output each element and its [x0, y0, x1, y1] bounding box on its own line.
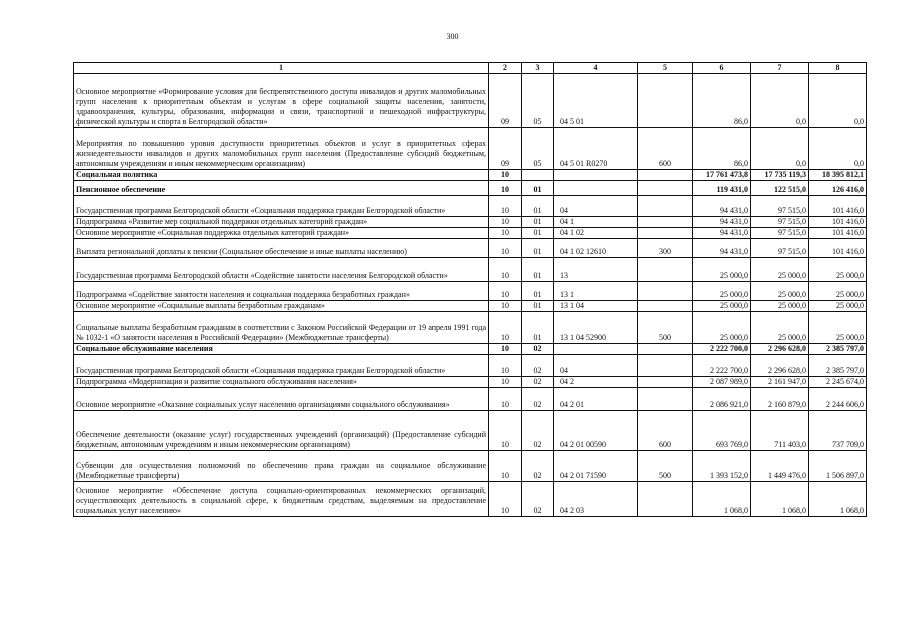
row-name: Подпрограмма «Модернизация и развитие социального обслуживания населения» — [74, 377, 489, 388]
amount-year-2: 97 515,0 — [751, 196, 809, 217]
amount-year-3: 126 416,0 — [809, 181, 867, 196]
amount-year-3: 25 000,0 — [809, 282, 867, 301]
table-row — [74, 282, 867, 301]
amount-year-1: 94 431,0 — [693, 217, 751, 228]
amount-year-1: 86,0 — [693, 128, 751, 170]
subsection-code: 02 — [522, 482, 554, 517]
expense-type-code — [638, 344, 693, 355]
amount-year-3: 0,0 — [809, 74, 867, 128]
row-name: Государственная программа Белгородской области «Социальная поддержка граждан Белгородской области» — [74, 196, 489, 217]
expense-type-code — [638, 196, 693, 217]
target-article-code: 04 2 — [554, 377, 638, 388]
amount-year-2: 0,0 — [751, 74, 809, 128]
subsection-code: 01 — [522, 217, 554, 228]
expense-type-code — [638, 377, 693, 388]
column-header: 4 — [554, 63, 638, 74]
target-article-code: 04 2 01 — [554, 388, 638, 411]
amount-year-1: 25 000,0 — [693, 282, 751, 301]
amount-year-2: 97 515,0 — [751, 239, 809, 258]
amount-year-2: 711 403,0 — [751, 411, 809, 451]
row-name: Основное мероприятие «Обеспечение доступа социально-ориентированных некоммерческих организаций, осуществляющих деятельность в социальной сфере, к бюджетным средствам, выделяемым на предоставление социальных услуг населению» — [74, 482, 489, 517]
table-row — [74, 170, 867, 181]
table-row — [74, 181, 867, 196]
target-article-code: 04 5 01 — [554, 74, 638, 128]
column-header: 5 — [638, 63, 693, 74]
table-header-row — [74, 63, 867, 74]
amount-year-2: 1 068,0 — [751, 482, 809, 517]
section-code: 10 — [489, 239, 522, 258]
amount-year-1: 25 000,0 — [693, 312, 751, 344]
column-header: 6 — [693, 63, 751, 74]
amount-year-3: 25 000,0 — [809, 301, 867, 312]
section-code: 10 — [489, 344, 522, 355]
section-code: 10 — [489, 228, 522, 239]
amount-year-3: 101 416,0 — [809, 239, 867, 258]
amount-year-2: 1 449 476,0 — [751, 451, 809, 482]
section-code: 10 — [489, 312, 522, 344]
row-name: Основное мероприятие «Формирование условия для беспрепятственного доступа инвалидов и других маломобильных групп населения к приоритетным объектам и услугам в сфере социальной защиты населения, занятости, здравоохранения, культуры, образования, информации и связи, транспортной и пешеходной инфраструктуры, физической культуры и спорта в Белгородской области» — [74, 74, 489, 128]
table-row — [74, 217, 867, 228]
amount-year-1: 25 000,0 — [693, 258, 751, 282]
table-row — [74, 355, 867, 377]
table-row — [74, 239, 867, 258]
subsection-code: 05 — [522, 128, 554, 170]
table-row — [74, 411, 867, 451]
amount-year-3: 18 395 812,1 — [809, 170, 867, 181]
amount-year-2: 97 515,0 — [751, 217, 809, 228]
row-name: Социальное обслуживание населения — [74, 344, 489, 355]
target-article-code: 04 2 01 71590 — [554, 451, 638, 482]
column-header: 1 — [74, 63, 489, 74]
expense-type-code — [638, 217, 693, 228]
amount-year-3: 25 000,0 — [809, 312, 867, 344]
section-code: 10 — [489, 388, 522, 411]
amount-year-3: 737 709,0 — [809, 411, 867, 451]
amount-year-2: 17 735 119,3 — [751, 170, 809, 181]
section-code: 10 — [489, 482, 522, 517]
table-row — [74, 388, 867, 411]
amount-year-1: 94 431,0 — [693, 196, 751, 217]
amount-year-1: 25 000,0 — [693, 301, 751, 312]
expense-type-code — [638, 301, 693, 312]
row-name: Социальная политика — [74, 170, 489, 181]
amount-year-2: 25 000,0 — [751, 282, 809, 301]
row-name: Государственная программа Белгородской области «Социальная поддержка граждан Белгородской области» — [74, 355, 489, 377]
subsection-code: 01 — [522, 228, 554, 239]
subsection-code: 02 — [522, 344, 554, 355]
expense-type-code — [638, 74, 693, 128]
section-code: 10 — [489, 282, 522, 301]
row-name: Основное мероприятие «Оказание социальных услуг населению организациями социального обслуживания» — [74, 388, 489, 411]
amount-year-1: 2 222 700,0 — [693, 355, 751, 377]
amount-year-3: 2 385 797,0 — [809, 344, 867, 355]
amount-year-3: 101 416,0 — [809, 217, 867, 228]
target-article-code — [554, 344, 638, 355]
column-header: 8 — [809, 63, 867, 74]
row-name: Подпрограмма «Содействие занятости населения и социальная поддержка безработных граждан» — [74, 282, 489, 301]
expense-type-code: 600 — [638, 128, 693, 170]
table-row — [74, 74, 867, 128]
section-code: 10 — [489, 451, 522, 482]
amount-year-3: 0,0 — [809, 128, 867, 170]
target-article-code — [554, 181, 638, 196]
subsection-code — [522, 170, 554, 181]
target-article-code: 04 5 01 R0270 — [554, 128, 638, 170]
amount-year-2: 2 160 879,0 — [751, 388, 809, 411]
amount-year-2: 2 296 628,0 — [751, 355, 809, 377]
amount-year-2: 25 000,0 — [751, 258, 809, 282]
amount-year-2: 2 296 628,0 — [751, 344, 809, 355]
expense-type-code — [638, 282, 693, 301]
table-row — [74, 128, 867, 170]
subsection-code: 01 — [522, 312, 554, 344]
section-code: 10 — [489, 196, 522, 217]
section-code: 09 — [489, 74, 522, 128]
target-article-code: 13 1 04 52900 — [554, 312, 638, 344]
subsection-code: 02 — [522, 411, 554, 451]
amount-year-1: 1 393 152,0 — [693, 451, 751, 482]
amount-year-2: 0,0 — [751, 128, 809, 170]
expense-type-code — [638, 170, 693, 181]
section-code: 10 — [489, 258, 522, 282]
expense-type-code — [638, 355, 693, 377]
expense-type-code — [638, 228, 693, 239]
expense-type-code: 300 — [638, 239, 693, 258]
subsection-code: 01 — [522, 301, 554, 312]
expense-type-code — [638, 181, 693, 196]
target-article-code: 13 1 — [554, 282, 638, 301]
target-article-code: 04 2 03 — [554, 482, 638, 517]
amount-year-3: 2 245 674,0 — [809, 377, 867, 388]
section-code: 10 — [489, 411, 522, 451]
table-row — [74, 301, 867, 312]
target-article-code: 04 1 02 — [554, 228, 638, 239]
table-row — [74, 258, 867, 282]
table-row — [74, 377, 867, 388]
column-header: 3 — [522, 63, 554, 74]
page-number: 300 — [446, 32, 459, 41]
section-code: 10 — [489, 301, 522, 312]
subsection-code: 01 — [522, 196, 554, 217]
column-header: 2 — [489, 63, 522, 74]
target-article-code: 04 1 — [554, 217, 638, 228]
amount-year-2: 25 000,0 — [751, 312, 809, 344]
budget-table — [73, 62, 867, 517]
expense-type-code: 600 — [638, 411, 693, 451]
column-header: 7 — [751, 63, 809, 74]
section-code: 09 — [489, 128, 522, 170]
subsection-code: 01 — [522, 258, 554, 282]
section-code: 10 — [489, 217, 522, 228]
subsection-code: 01 — [522, 181, 554, 196]
amount-year-3: 2 385 797,0 — [809, 355, 867, 377]
subsection-code: 02 — [522, 355, 554, 377]
amount-year-3: 1 506 897,0 — [809, 451, 867, 482]
amount-year-1: 94 431,0 — [693, 239, 751, 258]
expense-type-code — [638, 258, 693, 282]
amount-year-1: 86,0 — [693, 74, 751, 128]
row-name: Мероприятия по повышению уровня доступности приоритетных объектов и услуг в приоритетных сферах жизнедеятельности инвалидов и других маломобильных групп населения (Предоставление субсидий бюджетным, автономным учреждениям и иным некоммерческим организациям) — [74, 128, 489, 170]
row-name: Социальные выплаты безработным гражданам в соответствии с Законом Российской Федерации от 19 апреля 1991 года № 1032-1 «О занятости населения в Российской Федерации» (Межбюджетные трансферты) — [74, 312, 489, 344]
amount-year-1: 2 222 700,0 — [693, 344, 751, 355]
row-name: Государственная программа Белгородской области «Содействие занятости населения Белгородской области» — [74, 258, 489, 282]
amount-year-3: 2 244 606,0 — [809, 388, 867, 411]
target-article-code: 04 — [554, 355, 638, 377]
amount-year-3: 25 000,0 — [809, 258, 867, 282]
target-article-code: 13 — [554, 258, 638, 282]
row-name: Основное мероприятие «Социальные выплаты безработным гражданам» — [74, 301, 489, 312]
amount-year-3: 1 068,0 — [809, 482, 867, 517]
amount-year-3: 101 416,0 — [809, 196, 867, 217]
row-name: Обеспечение деятельности (оказание услуг) государственных учреждений (организаций) (Предоставление субсидий бюджетным, автономным учреждениям и иным некоммерческим организациям) — [74, 411, 489, 451]
table-row — [74, 451, 867, 482]
target-article-code: 04 — [554, 196, 638, 217]
amount-year-1: 1 068,0 — [693, 482, 751, 517]
subsection-code: 02 — [522, 388, 554, 411]
section-code: 10 — [489, 181, 522, 196]
section-code: 10 — [489, 355, 522, 377]
amount-year-1: 119 431,0 — [693, 181, 751, 196]
section-code: 10 — [489, 377, 522, 388]
expense-type-code — [638, 388, 693, 411]
subsection-code: 01 — [522, 239, 554, 258]
target-article-code: 13 1 04 — [554, 301, 638, 312]
target-article-code — [554, 170, 638, 181]
subsection-code: 02 — [522, 451, 554, 482]
expense-type-code: 500 — [638, 312, 693, 344]
section-code: 10 — [489, 170, 522, 181]
row-name: Основное мероприятие «Социальная поддержка отдельных категорий граждан» — [74, 228, 489, 239]
expense-type-code — [638, 482, 693, 517]
amount-year-1: 17 761 473,8 — [693, 170, 751, 181]
subsection-code: 02 — [522, 377, 554, 388]
amount-year-3: 101 416,0 — [809, 228, 867, 239]
table-row — [74, 482, 867, 517]
row-name: Пенсионное обеспечение — [74, 181, 489, 196]
row-name: Выплата региональной доплаты к пенсии (Социальное обеспечение и иные выплаты населению) — [74, 239, 489, 258]
amount-year-2: 122 515,0 — [751, 181, 809, 196]
target-article-code: 04 2 01 00590 — [554, 411, 638, 451]
subsection-code: 01 — [522, 282, 554, 301]
amount-year-1: 2 087 989,0 — [693, 377, 751, 388]
table-row — [74, 228, 867, 239]
subsection-code: 05 — [522, 74, 554, 128]
target-article-code: 04 1 02 12610 — [554, 239, 638, 258]
expense-type-code: 500 — [638, 451, 693, 482]
amount-year-2: 25 000,0 — [751, 301, 809, 312]
amount-year-1: 94 431,0 — [693, 228, 751, 239]
table-row — [74, 344, 867, 355]
amount-year-2: 97 515,0 — [751, 228, 809, 239]
amount-year-1: 2 086 921,0 — [693, 388, 751, 411]
table-row — [74, 312, 867, 344]
row-name: Субвенции для осуществления полномочий по обеспечению права граждан на социальное обслуживание (Межбюджетные трансферты) — [74, 451, 489, 482]
amount-year-1: 693 769,0 — [693, 411, 751, 451]
row-name: Подпрограмма «Развитие мер социальной поддержки отдельных категорий граждан» — [74, 217, 489, 228]
amount-year-2: 2 161 947,0 — [751, 377, 809, 388]
table-row — [74, 196, 867, 217]
